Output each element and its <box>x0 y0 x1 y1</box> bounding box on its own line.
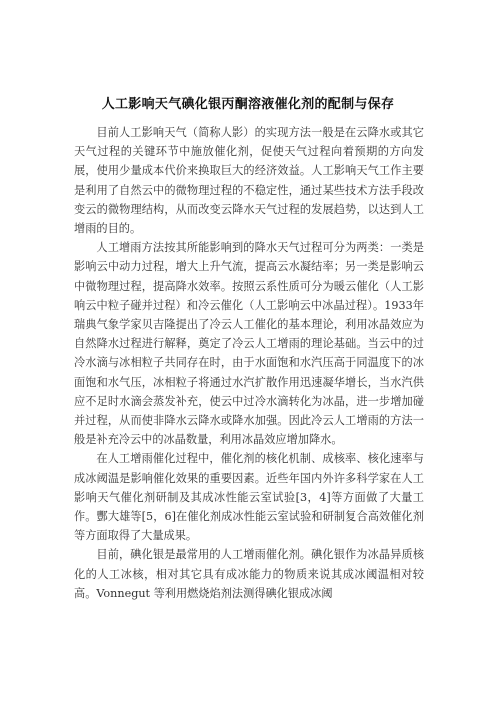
paragraph-1: 目前人工影响天气（简称人影）的实现方法一般是在云降水或其它天气过程的关键环节中施放催化剂，促使天气过程向着预期的方向发展，使用少量成本代价来换取巨大的经济效益。人工影响天气工作主要是利用了自然云中的微物理过程的不稳定性，通过某些技术方法手段改变云的微物理结构，从而改变云降水天气过程的发展趋势，以达到人工增雨的目的。 <box>74 126 424 236</box>
paragraph-2: 人工增雨方法按其所能影响到的降水天气过程可分为两类：一类是影响云中动力过程，增大上升气流，提高云水凝结率；另一类是影响云中微物理过程，提高降水效率。按照云系性质可分为暖云催化（人工影响云中粒子碰并过程）和冷云催化（人工影响云中冰晶过程）。1933年瑞典气象学家贝吉隆提出了冷云人工催化的基本理论，利用冰晶效应为自然降水过程进行解释，奠定了冷云人工增雨的理论基础。当云中的过冷水滴与冰相粒子共同存在时，由于水面饱和水汽压高于同温度下的冰面饱和水气压，冰相粒子将通过水汽扩散作用迅速凝华增长，当水汽供应不足时水滴会蒸发补充，使云中过冷水滴转化为冰晶，进一步增加碰并过程，从而使非降水云降水或降水加强。因此冷云人工增雨的方法一般是补充冷云中的冰晶数量，利用冰晶效应增加降水。 <box>74 241 424 447</box>
paragraph-3: 在人工增雨催化过程中，催化剂的核化机制、成核率、核化速率与成冰阈温是影响催化效果的重要因素。近些年国内外许多科学家在人工影响天气催化剂研制及其成冰性能云室试验[3，4]等方面做了大量工作。酆大雄等[5，6]在催化剂成冰性能云室试验和研制复合高效催化剂等方面取得了大量成果。 <box>74 452 424 543</box>
document-body <box>74 123 424 603</box>
paragraph-4: 目前，碘化银是最常用的人工增雨催化剂。碘化银作为冰晶异质核化的人工冰核，相对其它具有成冰能力的物质来说其成冰阈温相对较高。Vonnegut 等利用燃烧焰剂法测得碘化银成冰阈 <box>74 548 424 600</box>
document-title: 人工影响天气碘化银丙酮溶液催化剂的配制与保存 <box>101 97 395 112</box>
